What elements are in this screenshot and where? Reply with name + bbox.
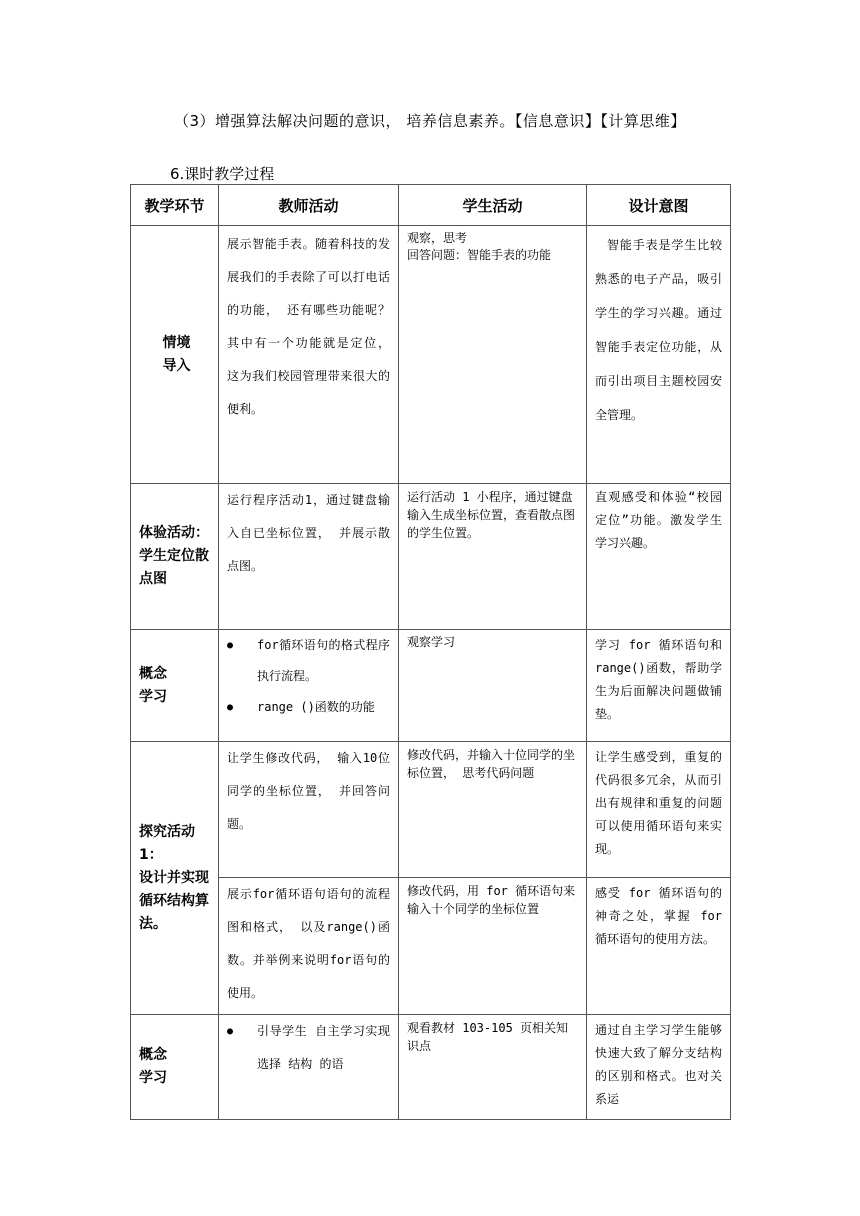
student-activity-cell: 修改代码，并输入十位同学的坐标位置， 思考代码问题 <box>399 742 587 878</box>
teacher-activity-cell <box>219 1015 399 1120</box>
stage-cell: 体验活动：学生定位散点图 <box>131 484 219 630</box>
table-row <box>131 878 731 1015</box>
student-activity-cell: 观看教材 103-105 页相关知识点 <box>399 1015 587 1120</box>
design-intent-cell: 感受 for 循环语句的神奇之处，掌握 for 循环语句的使用方法。 <box>587 878 731 1015</box>
section-heading: 6.课时教学过程 <box>170 165 275 183</box>
objective-paragraph: （3）增强算法解决问题的意识， 培养信息素养。【信息意识】【计算思维】 <box>174 112 686 130</box>
table-row <box>131 742 731 878</box>
header-teacher-activity: 教师活动 <box>219 185 399 226</box>
stage-cell: 情境 导入 <box>131 226 219 484</box>
table-row <box>131 226 731 484</box>
table-row <box>131 484 731 630</box>
student-activity-cell: 运行活动 1 小程序，通过键盘输入生成坐标位置，查看散点图的学生位置。 <box>399 484 587 630</box>
design-intent-cell: 智能手表是学生比较熟悉的电子产品，吸引学生的学习兴趣。通过智能手表定位功能，从而引出项目主题校园安全管理。 <box>587 226 731 484</box>
student-activity-cell: 修改代码，用 for 循环语句来输入十个同学的坐标位置 <box>399 878 587 1015</box>
teacher-activity-cell: 展示for循环语句语句的流程图和格式， 以及range()函数。并举例来说明for语句的使用。 <box>219 878 399 1015</box>
table-row <box>131 1015 731 1120</box>
stage-cell: 探究活动1： 设计并实现循环结构算法。 <box>131 742 219 1015</box>
stage-cell: 概念 学习 <box>131 1015 219 1120</box>
design-intent-cell: 直观感受和体验“校园定位”功能。激发学生学习兴趣。 <box>587 484 731 630</box>
teacher-activity-cell: 展示智能手表。随着科技的发展我们的手表除了可以打电话的功能， 还有哪些功能呢？其中有一个功能就是定位， 这为我们校园管理带来很大的便利。 <box>219 226 399 484</box>
teacher-activity-cell: 运行程序活动1，通过键盘输入自已坐标位置， 并展示散点图。 <box>219 484 399 630</box>
list-item: ● range ()函数的功能 <box>227 692 390 723</box>
stage-cell: 概念 学习 <box>131 630 219 742</box>
header-stage: 教学环节 <box>131 185 219 226</box>
list-item: ● 引导学生 自主学习实现选择 结构 的语 <box>227 1015 390 1081</box>
concept-bullet-list <box>227 630 390 723</box>
design-intent-cell: 通过自主学习学生能够快速大致了解分支结构的区别和格式。也对关系运 <box>587 1015 731 1120</box>
teacher-activity-cell: 让学生修改代码， 输入10位同学的坐标位置， 并回答问题。 <box>219 742 399 878</box>
concept-bullet-list <box>227 1015 390 1081</box>
student-activity-cell: 观察学习 <box>399 630 587 742</box>
header-student-activity: 学生活动 <box>399 185 587 226</box>
header-design-intent: 设计意图 <box>587 185 731 226</box>
lesson-process-table <box>130 184 731 1120</box>
design-intent-cell: 让学生感受到，重复的代码很多冗余，从而引出有规律和重复的问题可以使用循环语句来实现。 <box>587 742 731 878</box>
student-activity-cell: 观察，思考 回答问题：智能手表的功能 <box>399 226 587 484</box>
table-row <box>131 630 731 742</box>
table-header-row <box>131 185 731 226</box>
teacher-activity-cell <box>219 630 399 742</box>
list-item: ● for循环语句的格式程序执行流程。 <box>227 630 390 692</box>
design-intent-cell: 学习 for 循环语句和 range()函数，帮助学生为后面解决问题做铺垫。 <box>587 630 731 742</box>
